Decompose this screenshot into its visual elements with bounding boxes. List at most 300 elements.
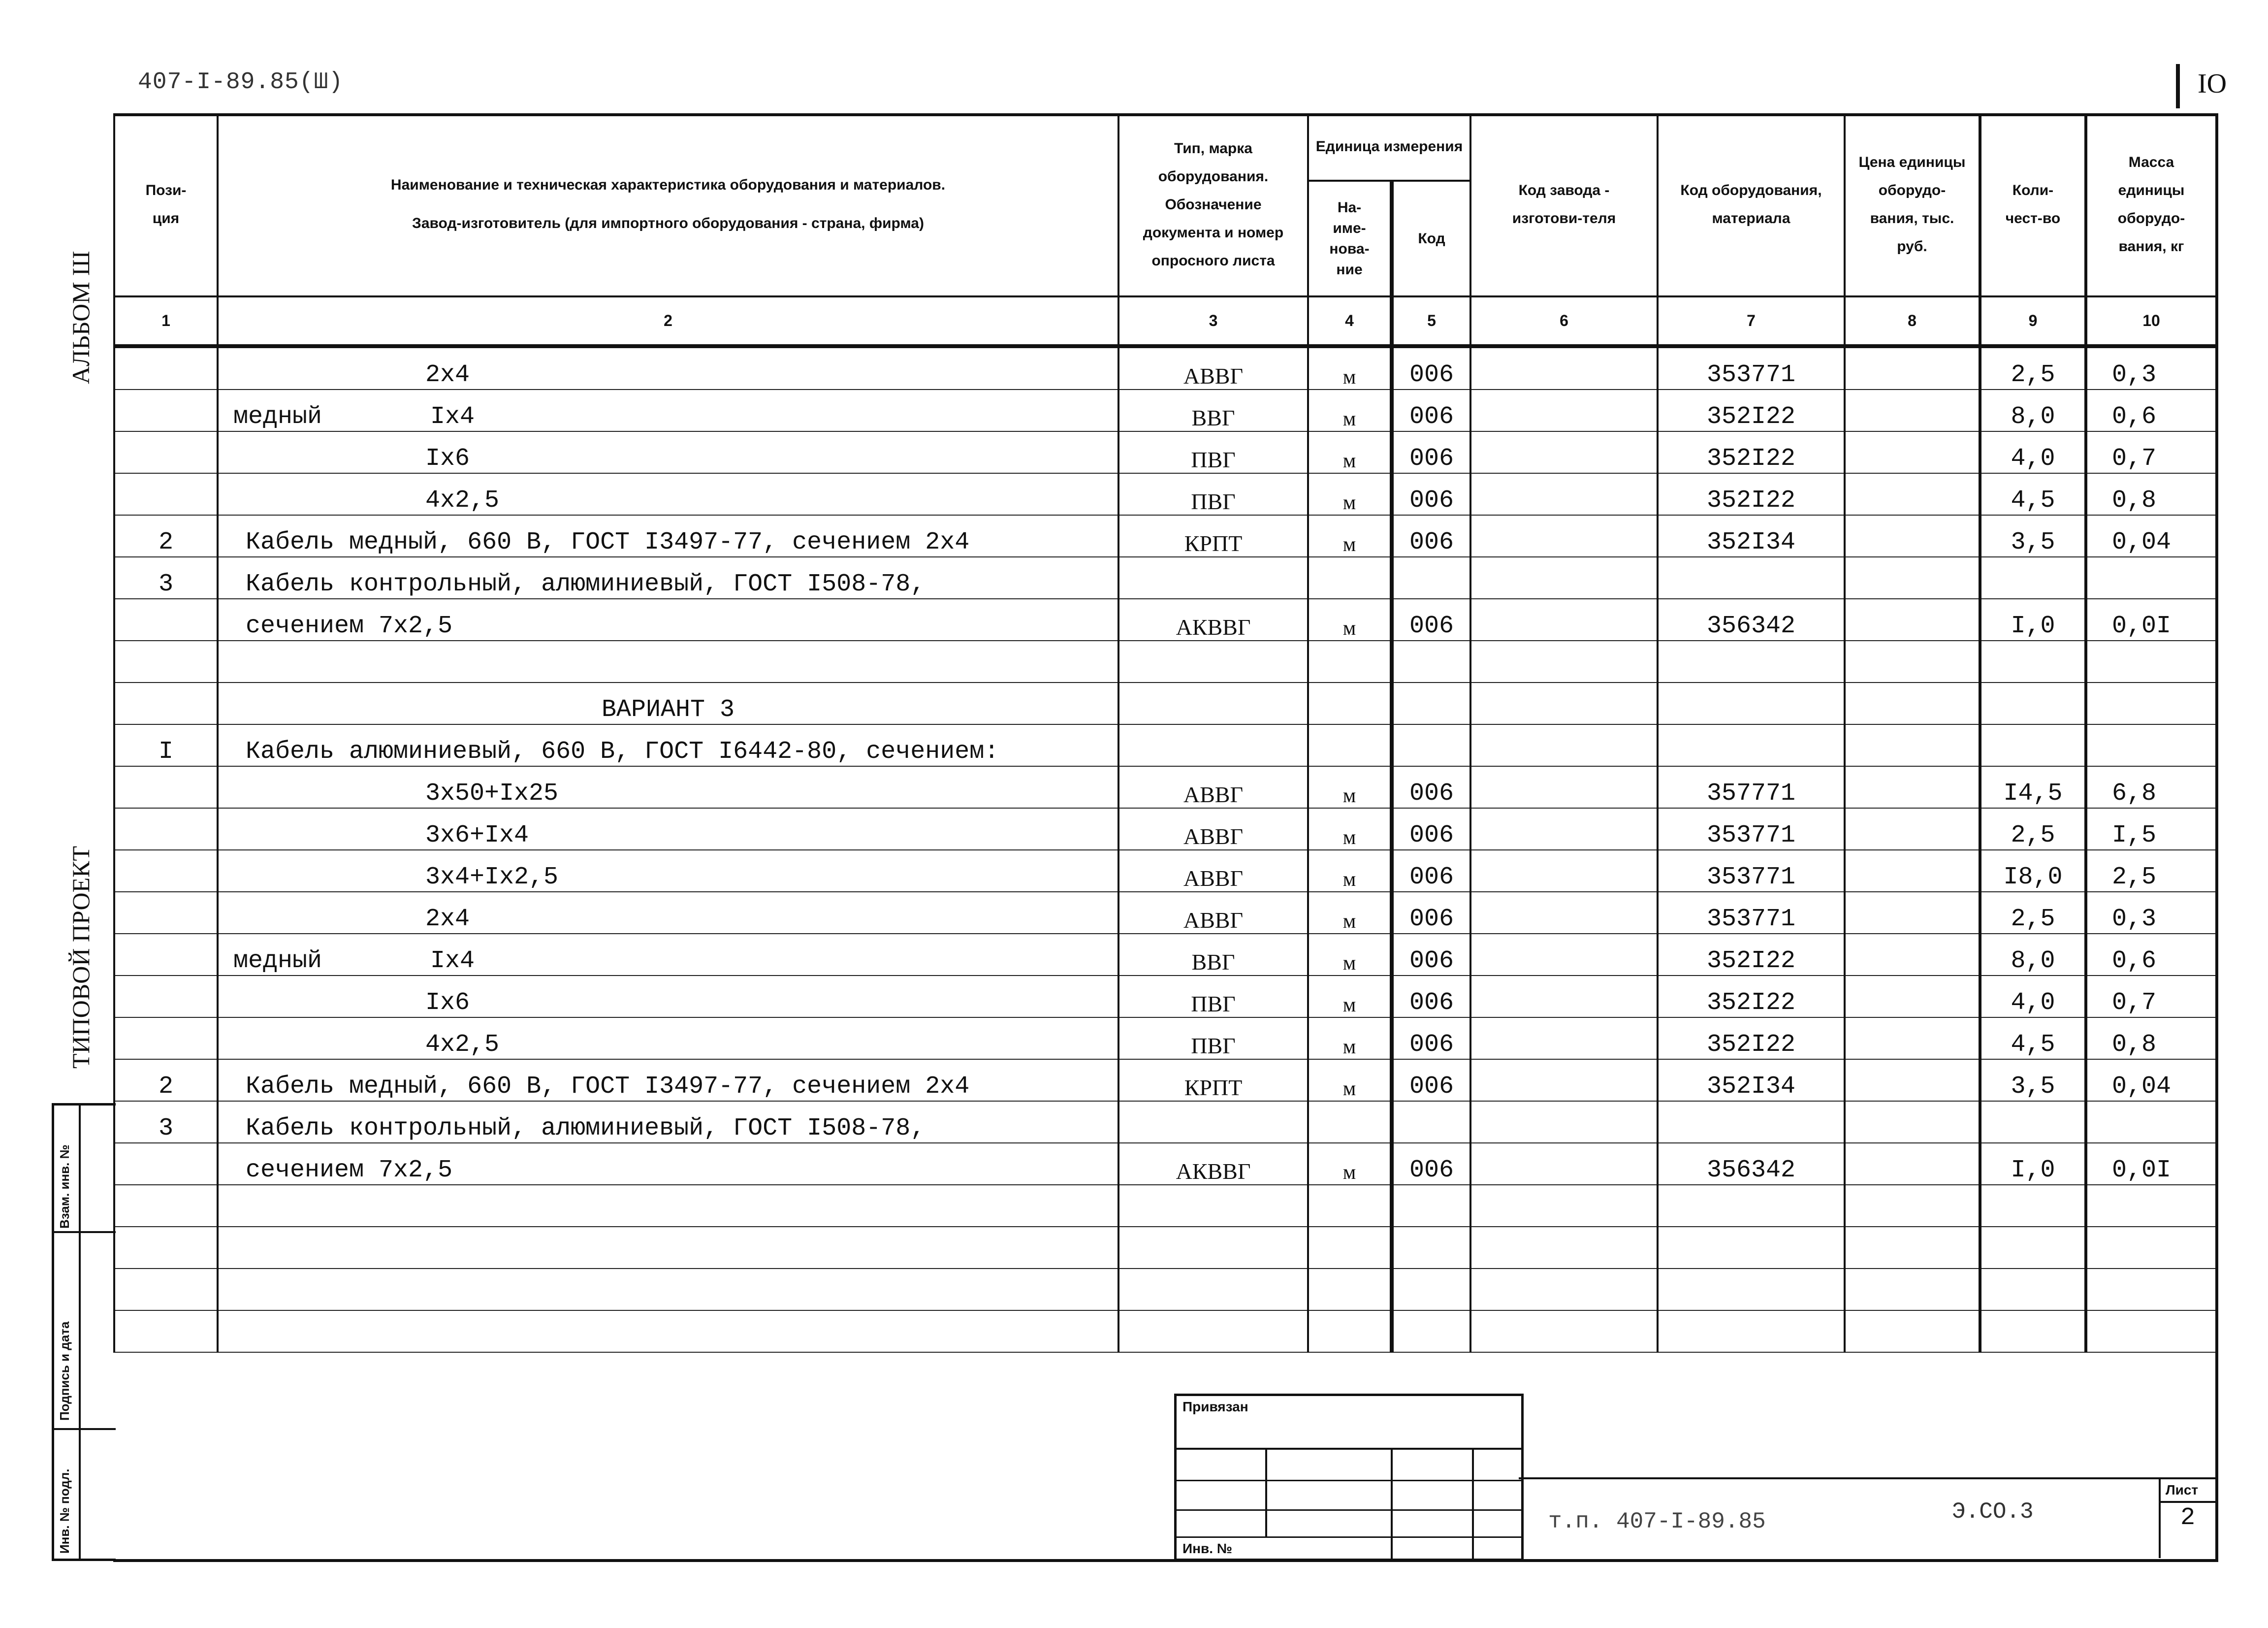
cell-position: 3 xyxy=(114,557,218,599)
cell-type: КРПТ xyxy=(1118,1059,1308,1101)
item-name: 3х6+Iх4 xyxy=(425,821,529,849)
cell-position xyxy=(114,766,218,808)
approval-stamp xyxy=(52,1103,116,1561)
cell-unit-code: 006 xyxy=(1392,515,1470,557)
cell-mass xyxy=(2086,1185,2216,1227)
cell-position xyxy=(114,976,218,1017)
cell-unit-code: 006 xyxy=(1392,892,1470,934)
column-number-row xyxy=(114,296,2216,346)
table-row xyxy=(114,724,2216,766)
col-number: 4 xyxy=(1308,296,1392,346)
stamp-label-signature: Подпись и дата xyxy=(57,1321,72,1421)
project-label: ТИПОВОЙ ПРОЕКТ xyxy=(67,846,95,1069)
item-name: Кабель контрольный, алюминиевый, ГОСТ I508-78, xyxy=(246,1114,926,1142)
cell-factory-code xyxy=(1470,892,1658,934)
cell-factory-code xyxy=(1470,934,1658,976)
cell-mass: 0,04 xyxy=(2086,1059,2216,1101)
cell-name xyxy=(218,515,1118,557)
cell-quantity: I8,0 xyxy=(1980,850,2086,892)
cell-quantity: 2,5 xyxy=(1980,808,2086,850)
cell-mass: 0,3 xyxy=(2086,346,2216,390)
col-header-quantity: Коли-чест-во xyxy=(1980,113,2086,296)
col-number: 5 xyxy=(1392,296,1470,346)
title-block-codes xyxy=(1519,1477,2215,1558)
cell-factory-code xyxy=(1470,850,1658,892)
cell-unit: м xyxy=(1308,850,1392,892)
cell-price xyxy=(1845,1227,1980,1269)
material-prefix: медный xyxy=(233,947,322,975)
cell-unit xyxy=(1308,641,1392,683)
cell-price xyxy=(1845,346,1980,390)
cell-factory-code xyxy=(1470,1143,1658,1185)
cell-unit-code xyxy=(1392,1310,1470,1352)
cell-type: АКВВГ xyxy=(1118,599,1308,641)
cell-price xyxy=(1845,431,1980,473)
cell-name xyxy=(218,431,1118,473)
col-header-factory-code: Код завода - изготови-теля xyxy=(1470,113,1658,296)
cell-material-code: 352I22 xyxy=(1658,976,1845,1017)
cell-material-code xyxy=(1658,1310,1845,1352)
cell-unit-code xyxy=(1392,724,1470,766)
col-header-unit: Единица измерения xyxy=(1308,113,1470,181)
cell-position: 2 xyxy=(114,1059,218,1101)
cell-quantity: I,0 xyxy=(1980,599,2086,641)
cell-material-code xyxy=(1658,683,1845,724)
cell-factory-code xyxy=(1470,515,1658,557)
table-row xyxy=(114,515,2216,557)
cell-name xyxy=(218,557,1118,599)
cell-price xyxy=(1845,473,1980,515)
cell-name xyxy=(218,346,1118,390)
cell-material-code: 353771 xyxy=(1658,346,1845,390)
cell-unit xyxy=(1308,557,1392,599)
cell-material-code xyxy=(1658,1227,1845,1269)
item-name: Iх6 xyxy=(425,445,470,473)
table-row xyxy=(114,1269,2216,1310)
specification-body xyxy=(114,346,2216,1352)
album-label: АЛЬБОМ Ш xyxy=(67,251,95,384)
cell-name xyxy=(218,1143,1118,1185)
item-name: ВАРИАНТ 3 xyxy=(601,696,735,724)
cell-name xyxy=(218,599,1118,641)
cell-mass: 0,8 xyxy=(2086,1017,2216,1059)
cell-material-code xyxy=(1658,557,1845,599)
table-row xyxy=(114,641,2216,683)
cell-mass: 0,3 xyxy=(2086,892,2216,934)
cell-position xyxy=(114,850,218,892)
cell-factory-code xyxy=(1470,683,1658,724)
item-name: Iх6 xyxy=(425,989,470,1017)
cell-position xyxy=(114,599,218,641)
col-number: 9 xyxy=(1980,296,2086,346)
material-prefix: медный xyxy=(233,403,322,431)
cell-quantity xyxy=(1980,683,2086,724)
cell-mass xyxy=(2086,641,2216,683)
cell-factory-code xyxy=(1470,976,1658,1017)
cell-quantity: 4,5 xyxy=(1980,473,2086,515)
cell-price xyxy=(1845,683,1980,724)
cell-factory-code xyxy=(1470,1227,1658,1269)
col-header-mass: Масса единицы оборудо-вания, кг xyxy=(2086,113,2216,296)
cell-position xyxy=(114,473,218,515)
item-name: Кабель медный, 660 В, ГОСТ I3497-77, сечением 2x4 xyxy=(246,528,970,556)
col-header-material-code: Код оборудования, материала xyxy=(1658,113,1845,296)
cell-name xyxy=(218,850,1118,892)
cell-position xyxy=(114,1269,218,1310)
cell-factory-code xyxy=(1470,808,1658,850)
cell-type: АВВГ xyxy=(1118,850,1308,892)
cell-price xyxy=(1845,1185,1980,1227)
cell-quantity xyxy=(1980,1269,2086,1310)
table-row xyxy=(114,1017,2216,1059)
col-number: 7 xyxy=(1658,296,1845,346)
cell-type: КРПТ xyxy=(1118,515,1308,557)
cell-unit-code xyxy=(1392,1185,1470,1227)
cell-material-code: 353771 xyxy=(1658,850,1845,892)
document-code: 407-I-89.85(Ш) xyxy=(138,69,344,96)
cell-price xyxy=(1845,934,1980,976)
item-name: сечением 7х2,5 xyxy=(246,1156,453,1184)
cell-price xyxy=(1845,1143,1980,1185)
item-name: Iх4 xyxy=(430,947,475,975)
col-header-unit-code: Код xyxy=(1392,181,1470,296)
item-name: 3х4+Iх2,5 xyxy=(425,863,559,891)
col-header-name: Наименование и техническая характеристика оборудования и материалов. Завод-изготовитель (для импортного оборудования - страна, фирма) xyxy=(218,113,1118,296)
sheet-number-box xyxy=(2176,64,2234,108)
cell-unit-code xyxy=(1392,1227,1470,1269)
specification-table xyxy=(113,113,2217,1353)
cell-unit-code: 006 xyxy=(1392,431,1470,473)
table-row xyxy=(114,390,2216,431)
cell-type xyxy=(1118,641,1308,683)
col-number: 2 xyxy=(218,296,1118,346)
cell-unit xyxy=(1308,1185,1392,1227)
cell-unit-code: 006 xyxy=(1392,934,1470,976)
cell-material-code: 356342 xyxy=(1658,1143,1845,1185)
col-number: 8 xyxy=(1845,296,1980,346)
cell-mass: 6,8 xyxy=(2086,766,2216,808)
cell-mass xyxy=(2086,724,2216,766)
cell-name xyxy=(218,473,1118,515)
col-number: 1 xyxy=(114,296,218,346)
cell-quantity xyxy=(1980,1310,2086,1352)
cell-price xyxy=(1845,641,1980,683)
cell-unit-code: 006 xyxy=(1392,599,1470,641)
cell-quantity: 3,5 xyxy=(1980,515,2086,557)
cell-name xyxy=(218,808,1118,850)
sheet-number: IO xyxy=(2198,68,2227,99)
cell-price xyxy=(1845,724,1980,766)
cell-factory-code xyxy=(1470,1310,1658,1352)
table-row xyxy=(114,346,2216,390)
cell-quantity: I,0 xyxy=(1980,1143,2086,1185)
cell-unit-code: 006 xyxy=(1392,766,1470,808)
cell-unit: м xyxy=(1308,1059,1392,1101)
cell-factory-code xyxy=(1470,1101,1658,1143)
cell-unit: м xyxy=(1308,515,1392,557)
cell-factory-code xyxy=(1470,431,1658,473)
cell-name xyxy=(218,390,1118,431)
cell-factory-code xyxy=(1470,1185,1658,1227)
item-name: 3х50+Iх25 xyxy=(425,780,559,808)
cell-factory-code xyxy=(1470,346,1658,390)
cell-type: ВВГ xyxy=(1118,934,1308,976)
cell-position xyxy=(114,1227,218,1269)
cell-price xyxy=(1845,1017,1980,1059)
cell-price xyxy=(1845,1101,1980,1143)
cell-mass: 0,7 xyxy=(2086,431,2216,473)
cell-material-code: 352I22 xyxy=(1658,431,1845,473)
cell-factory-code xyxy=(1470,724,1658,766)
cell-mass: 0,8 xyxy=(2086,473,2216,515)
cell-material-code: 352I34 xyxy=(1658,1059,1845,1101)
cell-price xyxy=(1845,808,1980,850)
cell-quantity: I4,5 xyxy=(1980,766,2086,808)
cell-type: ПВГ xyxy=(1118,431,1308,473)
item-name: Кабель контрольный, алюминиевый, ГОСТ I508-78, xyxy=(246,570,926,598)
cell-position xyxy=(114,1017,218,1059)
table-row xyxy=(114,683,2216,724)
cell-price xyxy=(1845,1310,1980,1352)
cell-position xyxy=(114,1185,218,1227)
item-name: Кабель медный, 660 В, ГОСТ I3497-77, сечением 2х4 xyxy=(246,1073,970,1101)
item-name: 4х2,5 xyxy=(425,1031,500,1059)
cell-unit-code: 006 xyxy=(1392,346,1470,390)
cell-position xyxy=(114,1143,218,1185)
cell-quantity xyxy=(1980,1185,2086,1227)
cell-material-code: 352I22 xyxy=(1658,473,1845,515)
cell-name xyxy=(218,683,1118,724)
cell-quantity xyxy=(1980,557,2086,599)
cell-material-code xyxy=(1658,1101,1845,1143)
cell-type xyxy=(1118,1269,1308,1310)
cell-name xyxy=(218,1059,1118,1101)
item-name: 2х4 xyxy=(425,905,470,933)
cell-position xyxy=(114,431,218,473)
table-row xyxy=(114,1101,2216,1143)
cell-position xyxy=(114,683,218,724)
cell-quantity xyxy=(1980,641,2086,683)
cell-quantity: 3,5 xyxy=(1980,1059,2086,1101)
cell-unit: м xyxy=(1308,473,1392,515)
cell-name xyxy=(218,1227,1118,1269)
col-header-price: Цена единицы оборудо-вания, тыс. руб. xyxy=(1845,113,1980,296)
cell-unit: м xyxy=(1308,599,1392,641)
table-row xyxy=(114,850,2216,892)
cell-type xyxy=(1118,1185,1308,1227)
sheet-value: 2 xyxy=(2180,1504,2196,1532)
cell-name xyxy=(218,1269,1118,1310)
col-number: 6 xyxy=(1470,296,1658,346)
cell-material-code: 357771 xyxy=(1658,766,1845,808)
cell-material-code: 352I22 xyxy=(1658,934,1845,976)
cell-type xyxy=(1118,683,1308,724)
cell-mass: 0,7 xyxy=(2086,976,2216,1017)
cell-unit: м xyxy=(1308,1143,1392,1185)
cell-material-code: 352I22 xyxy=(1658,1017,1845,1059)
cell-mass: I,5 xyxy=(2086,808,2216,850)
table-row xyxy=(114,1227,2216,1269)
cell-unit-code: 006 xyxy=(1392,976,1470,1017)
inventory-label: Инв. № xyxy=(1182,1541,1233,1556)
cell-price xyxy=(1845,976,1980,1017)
table-row xyxy=(114,934,2216,976)
cell-unit-code: 006 xyxy=(1392,1059,1470,1101)
table-row xyxy=(114,1310,2216,1352)
cell-quantity: 8,0 xyxy=(1980,390,2086,431)
cell-price xyxy=(1845,892,1980,934)
cell-position xyxy=(114,390,218,431)
cell-name xyxy=(218,641,1118,683)
item-name: 4х2,5 xyxy=(425,487,500,515)
col-header-position: Пози- ция xyxy=(114,113,218,296)
table-row xyxy=(114,557,2216,599)
title-block xyxy=(1174,1394,1524,1561)
cell-mass xyxy=(2086,1101,2216,1143)
cell-unit-code xyxy=(1392,683,1470,724)
item-name: сечением 7х2,5 xyxy=(246,612,453,640)
cell-position: 3 xyxy=(114,1101,218,1143)
cell-material-code: 353771 xyxy=(1658,808,1845,850)
cell-type xyxy=(1118,724,1308,766)
col-header-type: Тип, марка оборудования. Обозначение документа и номер опросного листа xyxy=(1118,113,1308,296)
drawing-number: Э.СО.3 xyxy=(1952,1499,2034,1525)
cell-unit: м xyxy=(1308,1017,1392,1059)
cell-name xyxy=(218,976,1118,1017)
cell-price xyxy=(1845,1059,1980,1101)
item-name: Iх4 xyxy=(430,403,475,431)
table-row xyxy=(114,473,2216,515)
col-number: 10 xyxy=(2086,296,2216,346)
stamp-label-inventory: Инв. № подл. xyxy=(57,1468,72,1554)
cell-mass xyxy=(2086,1310,2216,1352)
cell-material-code xyxy=(1658,1269,1845,1310)
cell-unit xyxy=(1308,1310,1392,1352)
cell-name xyxy=(218,1185,1118,1227)
cell-position xyxy=(114,934,218,976)
cell-unit: м xyxy=(1308,934,1392,976)
cell-name xyxy=(218,1017,1118,1059)
cell-quantity xyxy=(1980,724,2086,766)
cell-position: 2 xyxy=(114,515,218,557)
cell-mass xyxy=(2086,1269,2216,1310)
cell-unit-code xyxy=(1392,1269,1470,1310)
cell-unit-code: 006 xyxy=(1392,390,1470,431)
cell-material-code xyxy=(1658,724,1845,766)
cell-unit-code: 006 xyxy=(1392,473,1470,515)
cell-unit xyxy=(1308,724,1392,766)
cell-type xyxy=(1118,1101,1308,1143)
cell-unit: м xyxy=(1308,346,1392,390)
table-row xyxy=(114,431,2216,473)
cell-position xyxy=(114,346,218,390)
table-row xyxy=(114,766,2216,808)
cell-quantity xyxy=(1980,1101,2086,1143)
cell-name xyxy=(218,766,1118,808)
cell-mass: 0,6 xyxy=(2086,934,2216,976)
cell-unit-code xyxy=(1392,641,1470,683)
cell-name xyxy=(218,1101,1118,1143)
cell-unit-code: 006 xyxy=(1392,1143,1470,1185)
cell-unit xyxy=(1308,1101,1392,1143)
cell-unit xyxy=(1308,683,1392,724)
cell-unit-code xyxy=(1392,557,1470,599)
cell-mass xyxy=(2086,1227,2216,1269)
cell-material-code: 352I22 xyxy=(1658,390,1845,431)
cell-price xyxy=(1845,766,1980,808)
cell-factory-code xyxy=(1470,390,1658,431)
table-row xyxy=(114,892,2216,934)
cell-type xyxy=(1118,1310,1308,1352)
cell-mass xyxy=(2086,557,2216,599)
cell-material-code: 356342 xyxy=(1658,599,1845,641)
cell-type: ПВГ xyxy=(1118,473,1308,515)
cell-mass: 0,6 xyxy=(2086,390,2216,431)
cell-type xyxy=(1118,1227,1308,1269)
cell-unit-code: 006 xyxy=(1392,808,1470,850)
table-row xyxy=(114,1143,2216,1185)
table-row xyxy=(114,599,2216,641)
col-number: 3 xyxy=(1118,296,1308,346)
cell-material-code xyxy=(1658,641,1845,683)
cell-unit-code xyxy=(1392,1101,1470,1143)
cell-material-code xyxy=(1658,1185,1845,1227)
cell-unit: м xyxy=(1308,431,1392,473)
cell-price xyxy=(1845,1269,1980,1310)
cell-name xyxy=(218,934,1118,976)
cell-mass: 0,0I xyxy=(2086,1143,2216,1185)
cell-quantity: 4,0 xyxy=(1980,976,2086,1017)
cell-type: АВВГ xyxy=(1118,346,1308,390)
item-name: Кабель алюминиевый, 660 В, ГОСТ I6442-80, сечением: xyxy=(246,738,999,766)
cell-price xyxy=(1845,557,1980,599)
cell-mass xyxy=(2086,683,2216,724)
cell-factory-code xyxy=(1470,557,1658,599)
cell-mass: 2,5 xyxy=(2086,850,2216,892)
cell-factory-code xyxy=(1470,473,1658,515)
cell-position xyxy=(114,641,218,683)
cell-quantity: 4,5 xyxy=(1980,1017,2086,1059)
cell-quantity: 4,0 xyxy=(1980,431,2086,473)
cell-price xyxy=(1845,390,1980,431)
table-row xyxy=(114,1185,2216,1227)
cell-name xyxy=(218,892,1118,934)
table-row xyxy=(114,976,2216,1017)
cell-factory-code xyxy=(1470,1017,1658,1059)
cell-position xyxy=(114,892,218,934)
cell-unit: м xyxy=(1308,390,1392,431)
cell-mass: 0,04 xyxy=(2086,515,2216,557)
cell-unit-code: 006 xyxy=(1392,1017,1470,1059)
cell-position xyxy=(114,1310,218,1352)
cell-type: АВВГ xyxy=(1118,766,1308,808)
cell-type xyxy=(1118,557,1308,599)
cell-type: АВВГ xyxy=(1118,808,1308,850)
item-name: 2x4 xyxy=(425,361,470,389)
cell-type: АКВВГ xyxy=(1118,1143,1308,1185)
cell-material-code: 352I34 xyxy=(1658,515,1845,557)
cell-type: ПВГ xyxy=(1118,976,1308,1017)
sheet-label: Лист xyxy=(2166,1482,2199,1498)
cell-factory-code xyxy=(1470,599,1658,641)
cell-unit xyxy=(1308,1269,1392,1310)
bound-label: Привязан xyxy=(1182,1399,1248,1414)
cell-unit: м xyxy=(1308,808,1392,850)
cell-unit: м xyxy=(1308,892,1392,934)
table-row xyxy=(114,1059,2216,1101)
cell-factory-code xyxy=(1470,766,1658,808)
sheet-box xyxy=(2159,1479,2217,1558)
